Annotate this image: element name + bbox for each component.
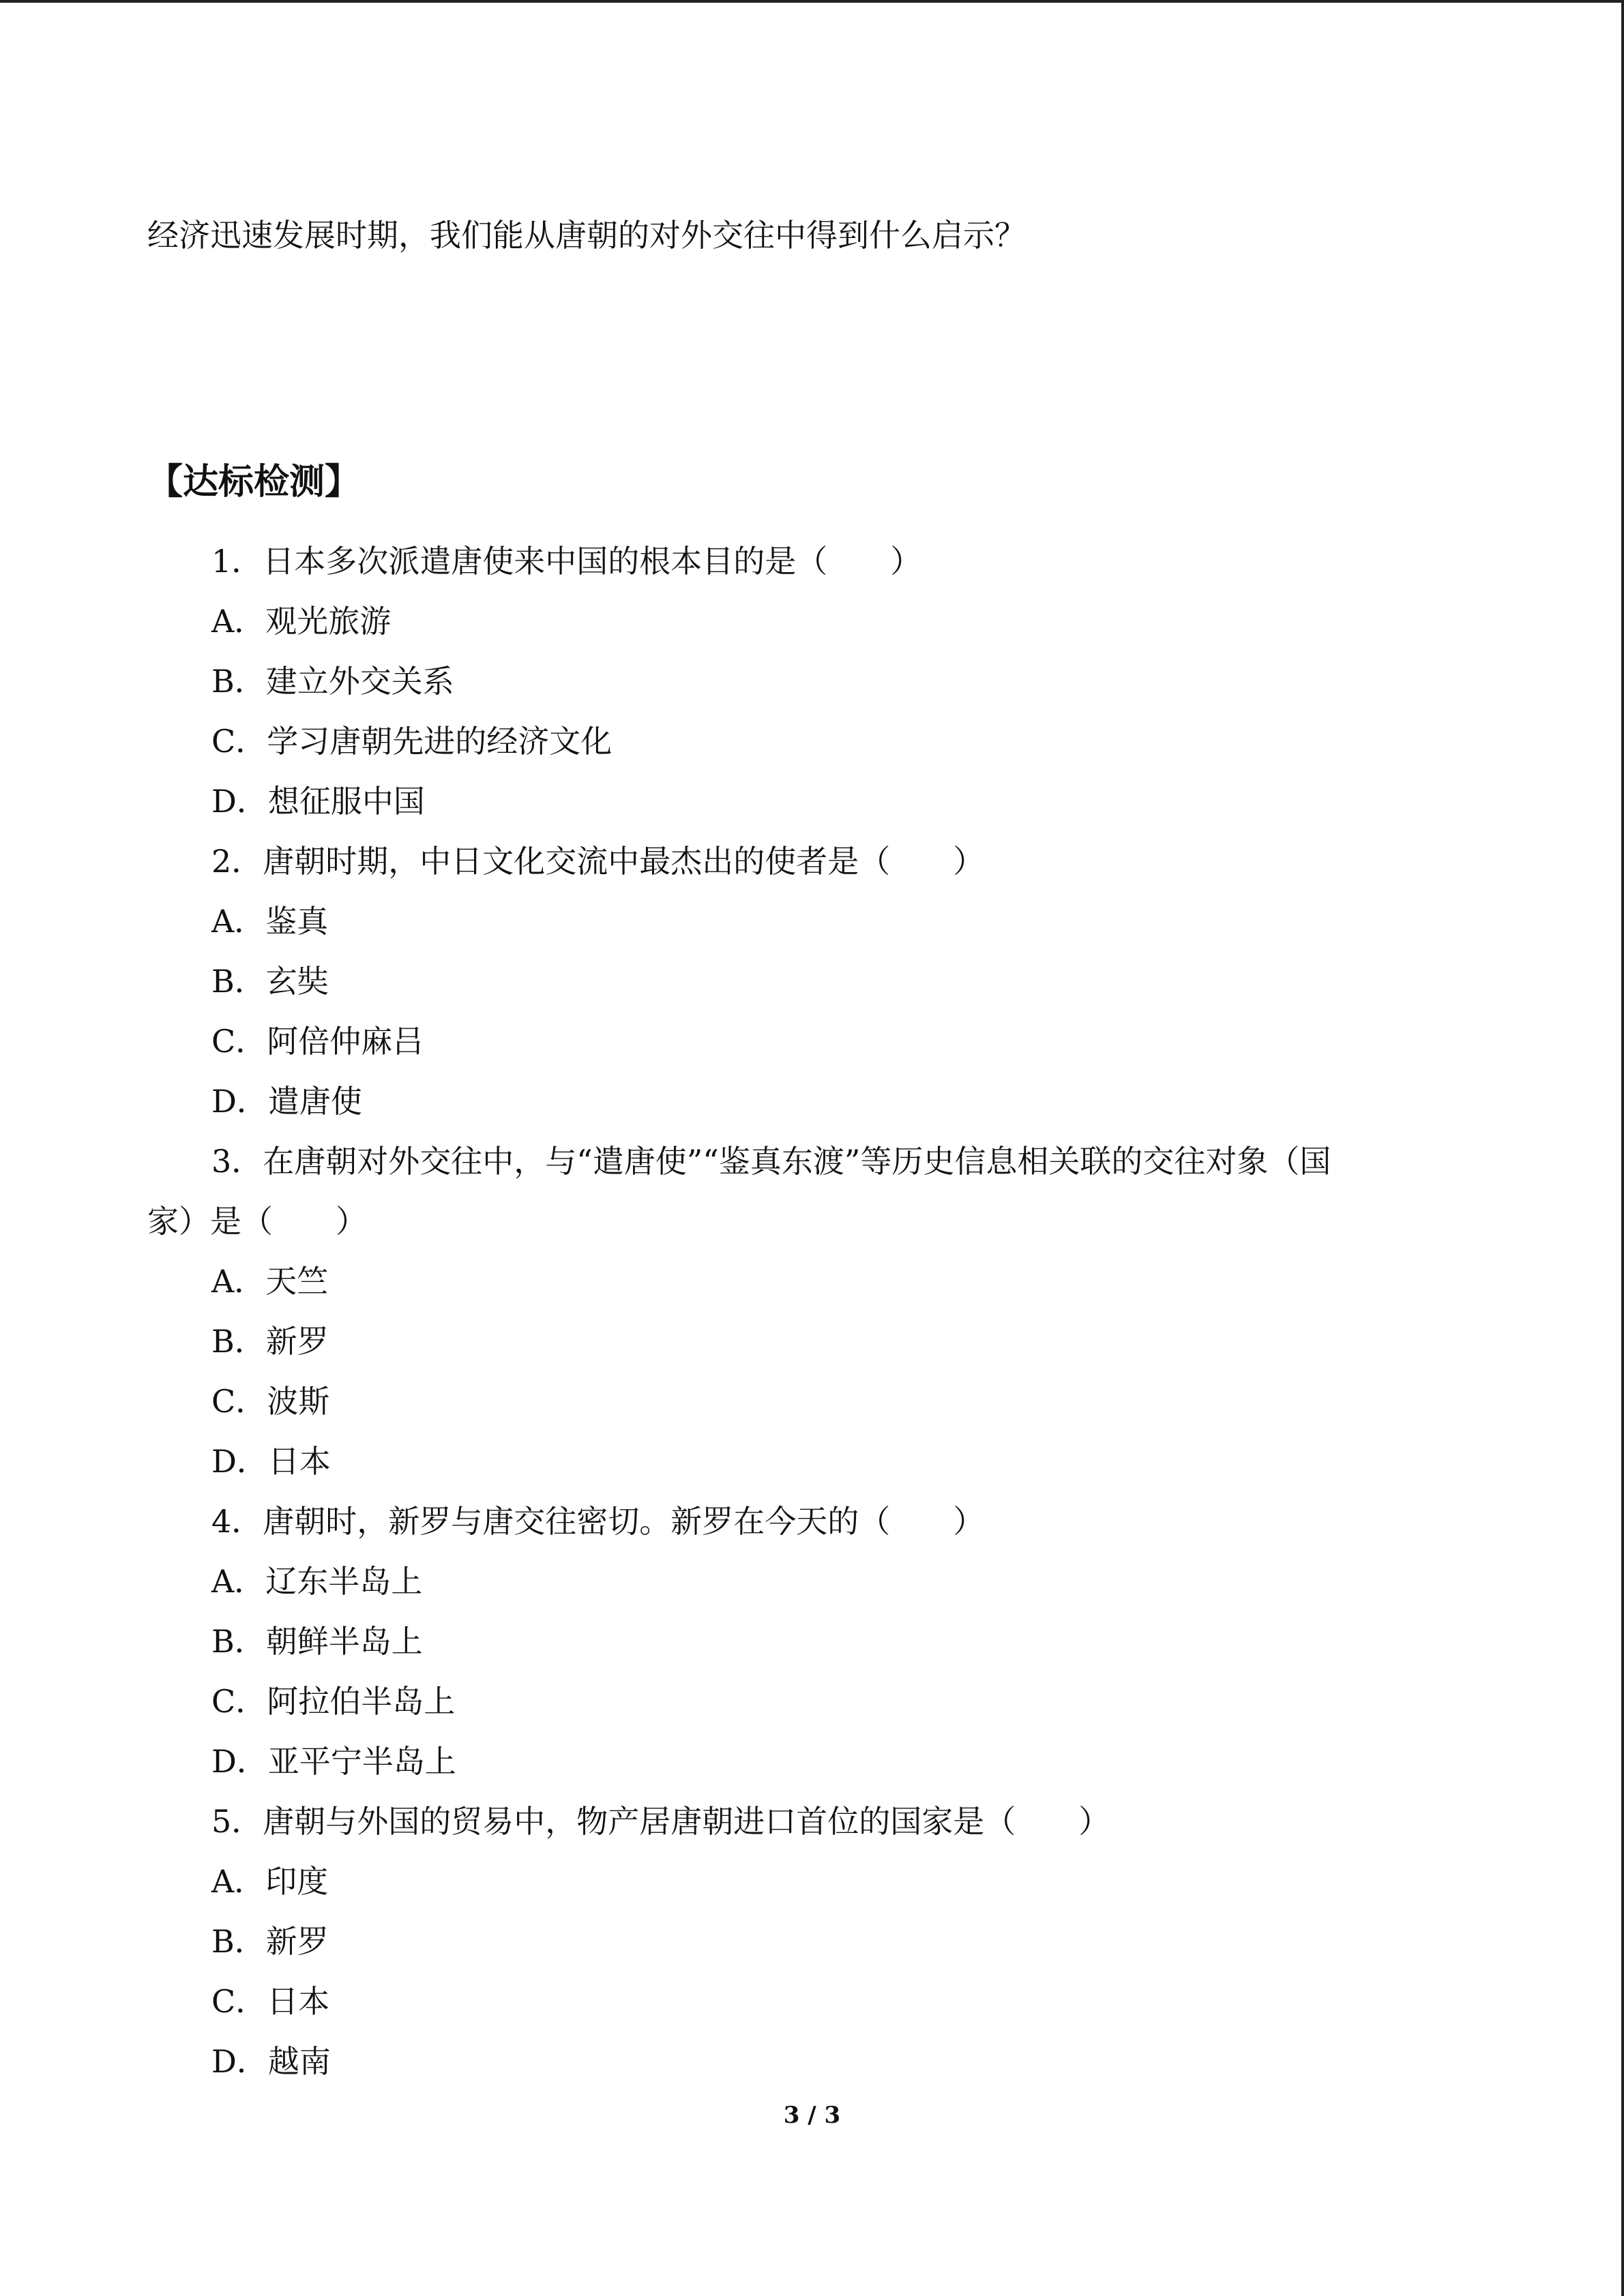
question-2-option-b: B．玄奘 [211, 963, 329, 1000]
question-3-option-a: A．天竺 [211, 1263, 329, 1300]
question-2-option-c: C．阿倍仲麻吕 [211, 1023, 424, 1060]
question-5-option-a: A．印度 [211, 1863, 329, 1900]
question-5-stem: 5．唐朝与外国的贸易中，物产居唐朝进口首位的国家是（ ） [211, 1803, 1110, 1840]
intro-question-text: 经济迅速发展时期，我们能从唐朝的对外交往中得到什么启示？ [147, 217, 1026, 254]
question-3-stem-continued: 家）是（ ） [147, 1203, 367, 1240]
page-number: 3 / 3 [783, 2102, 841, 2129]
question-3-option-c: C．波斯 [211, 1383, 330, 1420]
question-1-option-c: C．学习唐朝先进的经济文化 [211, 723, 612, 760]
question-1-stem: 1．日本多次派遣唐使来中国的根本目的是（ ） [211, 543, 922, 580]
question-4-option-a: A．辽东半岛上 [211, 1563, 423, 1600]
question-2-option-d: D．遣唐使 [211, 1083, 362, 1120]
question-5-option-d: D．越南 [211, 2043, 331, 2080]
question-4-stem: 4．唐朝时，新罗与唐交往密切。新罗在今天的（ ） [211, 1503, 985, 1540]
question-4-option-c: C．阿拉伯半岛上 [211, 1683, 456, 1720]
section-heading: 【达标检测】 [147, 462, 361, 503]
page-right-border [1621, 0, 1624, 2296]
question-3-option-b: B．新罗 [211, 1323, 329, 1360]
question-2-stem: 2．唐朝时期，中日文化交流中最杰出的使者是（ ） [211, 843, 985, 880]
question-1-option-a: A．观光旅游 [211, 603, 392, 640]
question-1-option-b: B．建立外交关系 [211, 663, 454, 700]
question-4-option-b: B．朝鲜半岛上 [211, 1623, 423, 1660]
question-1-option-d: D．想征服中国 [211, 783, 425, 820]
question-5-option-b: B．新罗 [211, 1923, 329, 1960]
question-3-option-d: D．日本 [211, 1443, 331, 1480]
question-4-option-d: D．亚平宁半岛上 [211, 1743, 456, 1780]
question-3-stem: 3．在唐朝对外交往中，与“遣唐使”“鉴真东渡”等历史信息相关联的交往对象（国 [211, 1143, 1331, 1180]
question-5-option-c: C．日本 [211, 1983, 330, 2020]
page-top-border [0, 0, 1624, 3]
question-2-option-a: A．鉴真 [211, 903, 329, 940]
